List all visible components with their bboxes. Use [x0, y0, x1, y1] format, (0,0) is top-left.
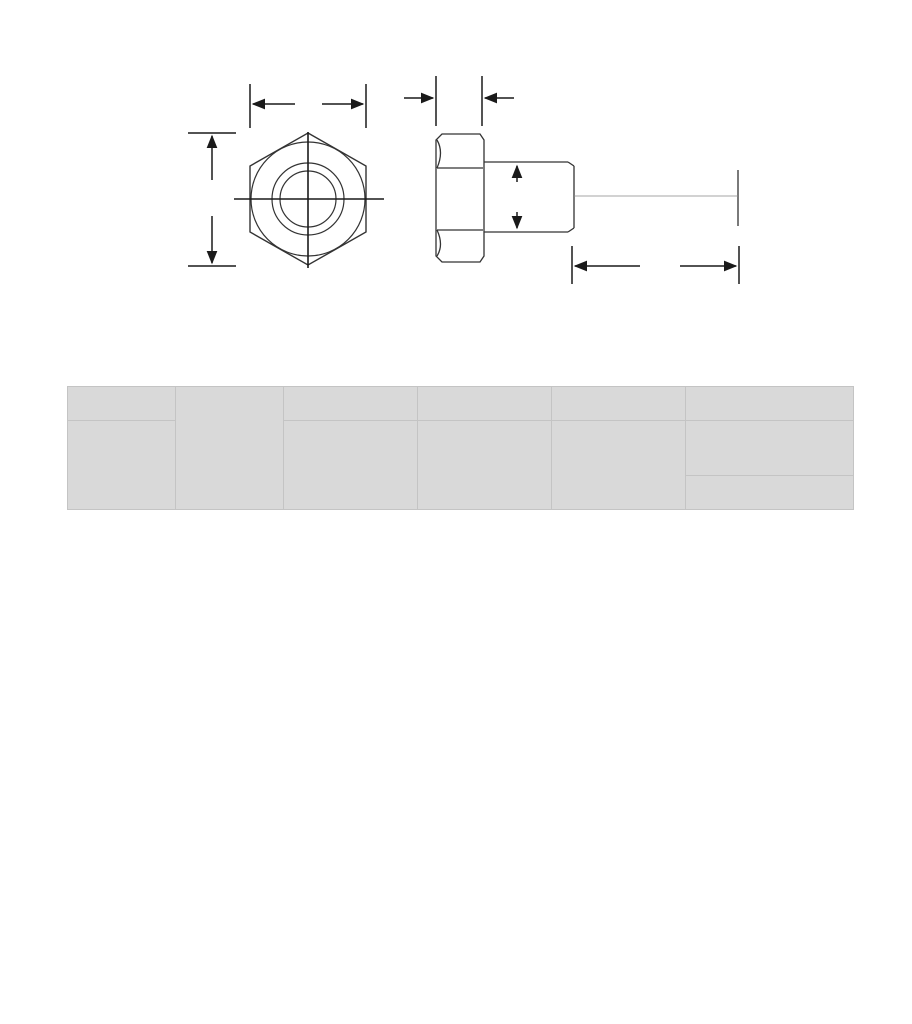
header-code-f	[284, 387, 418, 421]
header-thread-type	[176, 387, 284, 510]
header-code-h	[418, 387, 552, 421]
header-thread-length	[686, 421, 854, 476]
header-width	[284, 421, 418, 510]
dimension-lt	[572, 246, 739, 284]
bolt-side-view	[436, 134, 738, 262]
dimension-f	[250, 84, 366, 128]
hex-head-front-view	[234, 132, 384, 268]
header-code-lt	[686, 387, 854, 421]
dimension-g	[188, 133, 236, 266]
hex-bolt-diagram	[0, 0, 912, 340]
header-code-g	[552, 387, 686, 421]
header-thread-length-limit	[686, 476, 854, 510]
dimension-h	[404, 76, 514, 126]
header-thickness	[418, 421, 552, 510]
bolt-dimensions-table	[67, 386, 854, 510]
header-diameter	[68, 421, 176, 510]
header-code-d	[68, 387, 176, 421]
header-height	[552, 421, 686, 510]
